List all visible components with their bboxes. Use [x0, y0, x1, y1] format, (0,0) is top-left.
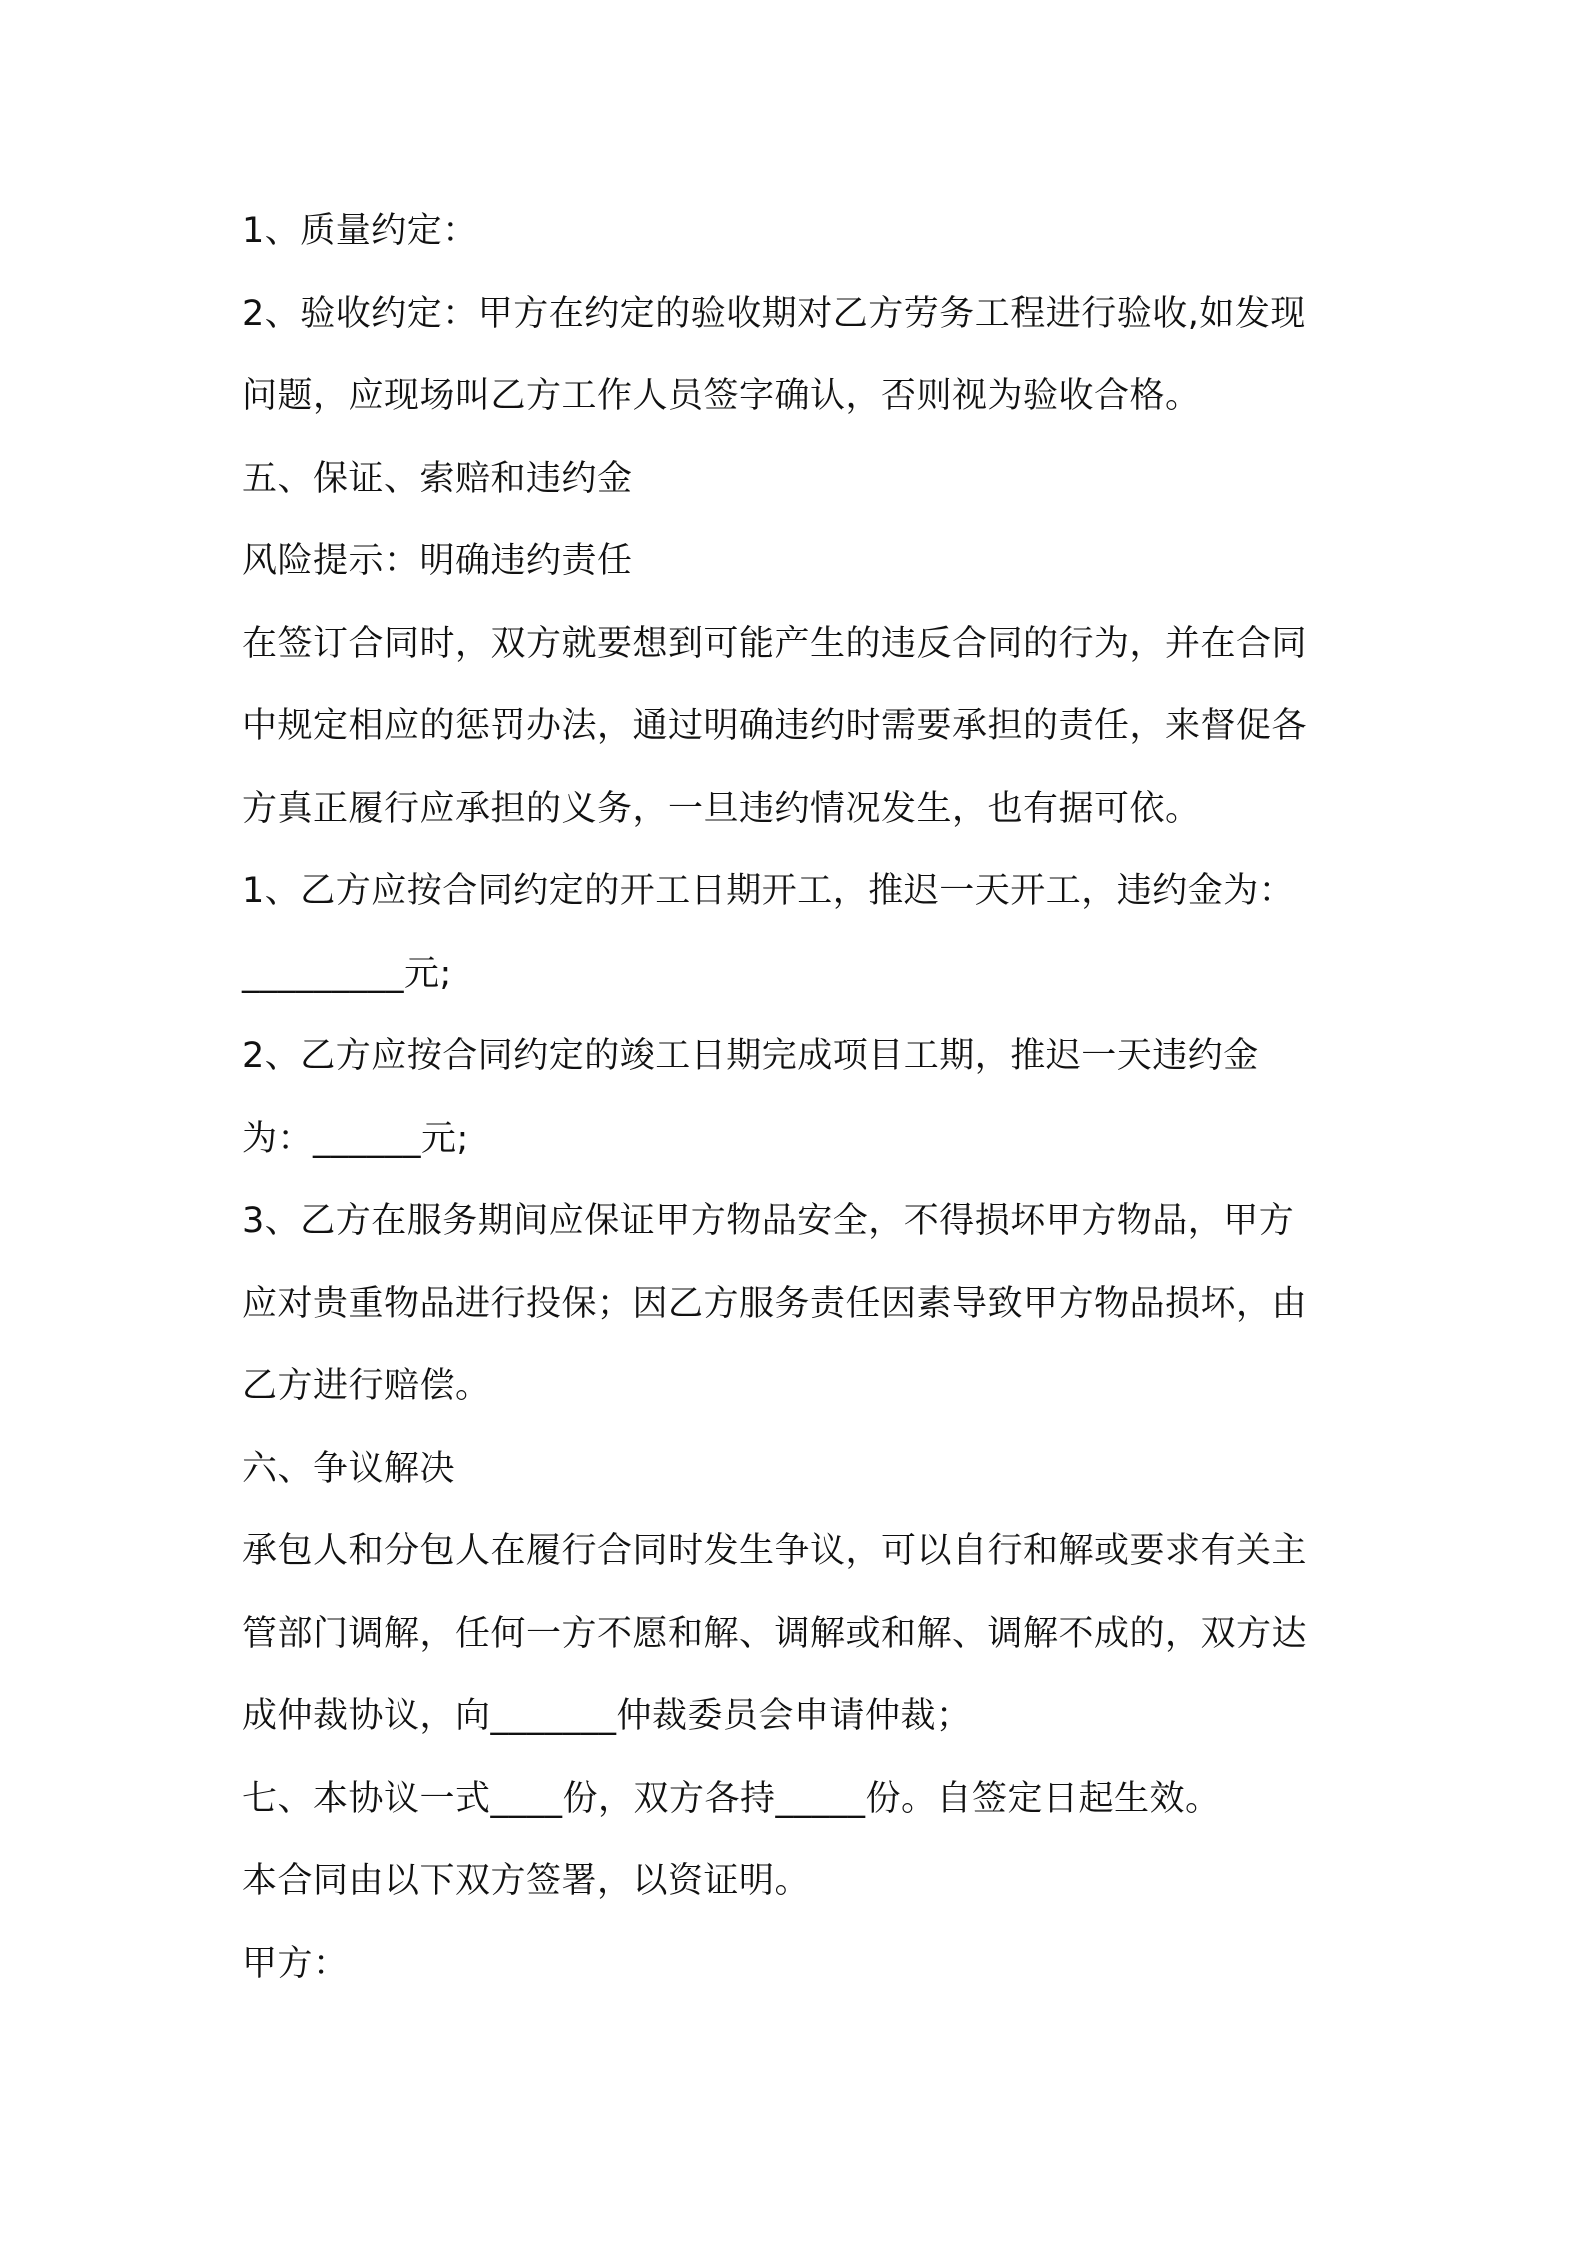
penalty-clause-2-line-1: 2、乙方应按合同约定的竣工日期完成项目工期，推迟一天违约金: [242, 1036, 1259, 1076]
acceptance-clause-line-1: 2、验收约定：甲方在约定的验收期对乙方劳务工程进行验收,如发现: [242, 293, 1306, 334]
penalty-clause-1-line-2: _________元;: [242, 953, 452, 994]
dispute-paragraph-line-2: 管部门调解，任何一方不愿和解、调解或和解、调解不成的，双方达: [242, 1613, 1308, 1654]
party-a-label: 甲方：: [242, 1943, 349, 1984]
quality-clause: 1、质量约定：: [242, 211, 478, 251]
penalty-clause-1-line-1: 1、乙方应按合同约定的开工日期开工，推迟一天开工，违约金为：: [242, 871, 1295, 911]
penalty-clause-2-line-2: 为：______元;: [242, 1118, 469, 1159]
section-five-heading: 五、保证、索赔和违约金: [242, 458, 633, 499]
penalty-clause-3-line-3: 乙方进行赔偿。: [242, 1366, 491, 1406]
signing-statement: 本合同由以下双方签署，以资证明。: [242, 1861, 811, 1901]
section-seven-clause: 七、本协议一式____份，双方各持_____份。自签定日起生效。: [242, 1778, 1221, 1819]
document-body: [242, 190, 1362, 2005]
dispute-paragraph-line-1: 承包人和分包人在履行合同时发生争议，可以自行和解或要求有关主: [242, 1531, 1308, 1571]
section-six-heading: 六、争议解决: [242, 1448, 456, 1489]
risk-paragraph-line-2: 中规定相应的惩罚办法，通过明确违约时需要承担的责任，来督促各: [242, 706, 1308, 746]
penalty-clause-3-line-2: 应对贵重物品进行投保；因乙方服务责任因素导致甲方物品损坏，由: [242, 1283, 1308, 1324]
dispute-paragraph-line-3: 成仲裁协议，向_______仲裁委员会申请仲裁；: [242, 1696, 972, 1736]
risk-paragraph-line-3: 方真正履行应承担的义务，一旦违约情况发生，也有据可依。: [242, 788, 1201, 829]
risk-paragraph-line-1: 在签订合同时，双方就要想到可能产生的违反合同的行为，并在合同: [242, 623, 1308, 664]
acceptance-clause-line-2: 问题，应现场叫乙方工作人员签字确认，否则视为验收合格。: [242, 376, 1201, 416]
penalty-clause-3-line-1: 3、乙方在服务期间应保证甲方物品安全，不得损坏甲方物品，甲方: [242, 1201, 1295, 1241]
risk-notice: 风险提示：明确违约责任: [242, 541, 633, 581]
